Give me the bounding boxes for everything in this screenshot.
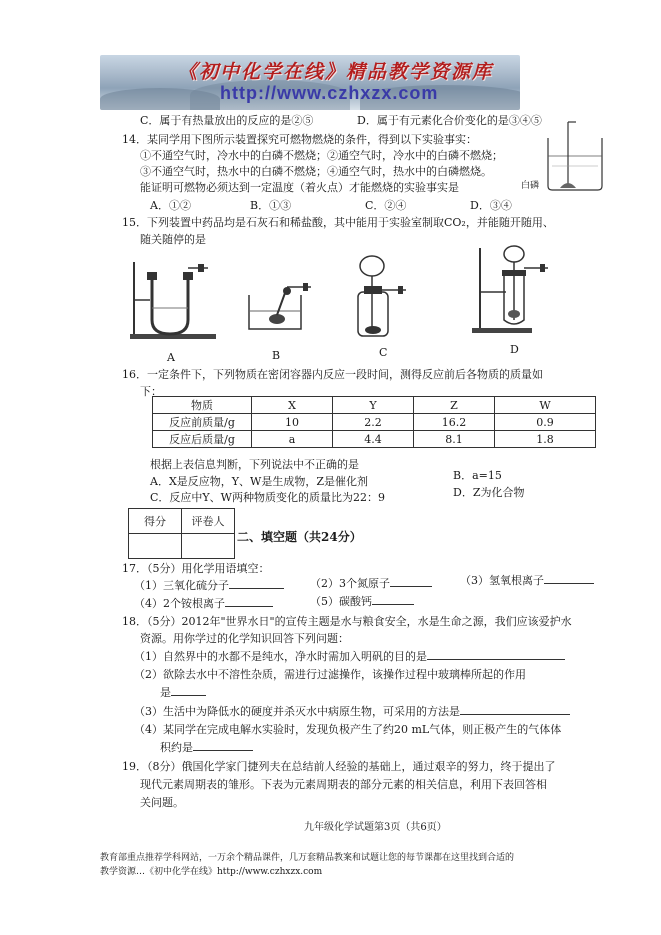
q16-stem-line1: 16．一定条件下，下列物质在密闭容器内反应一段时间，测得反应前后各物质的质量如 [122,368,543,381]
q17-item2-text: （2）3个氮原子 [310,577,390,590]
score-label: 得分 [129,509,182,534]
apparatus-label-a: A [167,351,175,364]
q16-option-b: B．a=15 [453,469,502,482]
q18-part1-text: （1）自然界中的水都不是纯水，净水时需加入明矾的目的是 [134,650,427,663]
answer-blank[interactable] [372,604,414,605]
answer-blank[interactable] [229,588,284,589]
q16-option-d: D．Z为化合物 [453,486,525,499]
apparatus-c [350,252,420,342]
answer-blank[interactable] [171,695,206,696]
page-number: 九年级化学试题第3页（共6页） [304,822,447,833]
q16-judge: 根据上表信息判断，下列说法中不正确的是 [150,458,359,471]
q17-item1 [134,579,284,592]
answer-blank[interactable] [390,586,432,587]
q15-stem-line2: 随关随停的是 [140,233,206,246]
table-cell: a [252,431,333,448]
table-header-row [153,397,596,414]
score-cell [129,534,182,559]
answer-blank[interactable] [225,606,273,607]
q17-item2 [310,577,432,590]
answer-blank[interactable] [544,583,594,584]
table-header-cell: X [252,397,333,414]
mass-table [152,396,596,448]
q18-part1 [134,650,565,663]
table-row [153,414,596,431]
q19-line1: 19．（8分）俄国化学家门捷列夫在总结前人经验的基础上，通过艰辛的努力，终于提出了 [122,760,556,773]
q18-part4-line2 [160,741,253,754]
apparatus-d [470,242,560,342]
q18-part4-text: 积约是 [160,741,193,754]
grading-box [128,508,235,559]
q18-part2-text: 是 [160,686,171,699]
q17-stem: 17．（5分）用化学用语填空： [122,562,270,575]
table-cell: 0.9 [495,414,596,431]
q17-item5-text: （5）碳酸钙 [310,595,372,608]
answer-blank[interactable] [460,714,570,715]
table-cell: 反应前质量/g [153,414,252,431]
site-banner [100,55,520,110]
table-header-cell: W [495,397,596,414]
q18-stem-line2: 资源。用你学过的化学知识回答下列问题： [140,632,349,645]
q16-option-a: A．X是反应物，Y、W是生成物，Z是催化剂 [150,475,368,488]
table-cell: 反应后质量/g [153,431,252,448]
q14-option-d: D．③④ [470,199,512,212]
banner-url[interactable]: http://www.czhxzx.com [220,83,439,103]
table-cell: 10 [252,414,333,431]
q16-stem-line2: 下： [140,385,162,398]
table-row [153,431,596,448]
answer-blank[interactable] [427,659,565,660]
beaker-figure [540,118,610,193]
table-cell: 4.4 [333,431,414,448]
q14-option-a: A．①② [150,199,191,212]
q13-option-c: C．属于有热量放出的反应的是②⑤ [140,114,314,127]
white-phosphorus-label: 白磷 [521,181,540,191]
q19-line2: 现代元素周期表的雏形。下表为元素周期表的部分元素的相关信息，利用下表回答相 [140,778,547,791]
table-cell: 1.8 [495,431,596,448]
q14-stem: 14．某同学用下图所示装置探究可燃物燃烧的条件，得到以下实验事实： [122,133,477,146]
table-cell: 16.2 [414,414,495,431]
q18-stem-line1: 18．（5分）2012年"世界水日"的宣传主题是水与粮食安全，水是生命之源，我们应该爱护水 [122,615,572,628]
q16-option-c: C．反应中Y、W两种物质变化的质量比为22：9 [150,491,385,504]
q18-part2-line1: （2）欲除去水中不溶性杂质，需进行过滤操作，该操作过程中玻璃棒所起的作用 [134,668,526,681]
q18-part3 [134,705,570,718]
apparatus-label-d: D [510,343,519,356]
q17-item4-text: （4）2个铵根离子 [134,597,225,610]
q17-item3-text: （3）氢氧根离子 [460,574,544,587]
q14-option-b: B．①③ [250,199,292,212]
banner-title: 《初中化学在线》精品教学资源库 [178,61,494,83]
apparatus-b [245,275,325,335]
table-cell: 2.2 [333,414,414,431]
table-header-cell: Z [414,397,495,414]
apparatus-a [130,258,220,343]
q17-item4 [134,597,273,610]
q18-part4-line1: （4）某同学在完成电解水实验时，发现负极产生了约20 mL气体，则正极产生的气体体 [134,723,562,736]
ad-line1: 教育部重点推荐学科网站，一万余个精品课件，几万套精品教案和试题让您的每节课都在这里找到合适的 [100,853,515,863]
grader-label: 评卷人 [182,509,235,534]
q13-option-d: D．属于有元素化合价变化的是③④⑤ [357,114,542,127]
q14-option-c: C．②④ [365,199,407,212]
table-cell: 8.1 [414,431,495,448]
q17-item5 [310,595,414,608]
apparatus-label-c: C [379,346,388,359]
q15-stem-line1: 15．下列装置中药品均是石灰石和稀盐酸，其中能用于实验室制取CO₂，并能随开随用、 [122,216,554,229]
table-header-cell: Y [333,397,414,414]
grader-cell [182,534,235,559]
q14-line2: ③不通空气时，热水中的白磷不燃烧；④通空气时，热水中的白磷燃烧。 [140,165,492,178]
q19-line3: 关问题。 [140,796,184,809]
q14-line1: ①不通空气时，冷水中的白磷不燃烧；②通空气时，冷水中的白磷不燃烧； [140,149,503,162]
q17-item1-text: （1）三氧化硫分子 [134,579,229,592]
q18-part3-text: （3）生活中为降低水的硬度并杀灭水中病原生物，可采用的方法是 [134,705,460,718]
ad-line2[interactable]: 教学资源…《初中化学在线》http://www.czhxzx.com [100,867,323,877]
q18-part2-line2 [160,686,206,699]
section-title: 二、填空题（共24分） [237,530,362,544]
apparatus-label-b: B [272,349,281,362]
table-header-cell: 物质 [153,397,252,414]
q14-line3: 能证明可燃物必须达到一定温度（着火点）才能燃烧的实验事实是 [140,181,459,194]
q17-item3 [460,574,594,587]
answer-blank[interactable] [193,750,253,751]
